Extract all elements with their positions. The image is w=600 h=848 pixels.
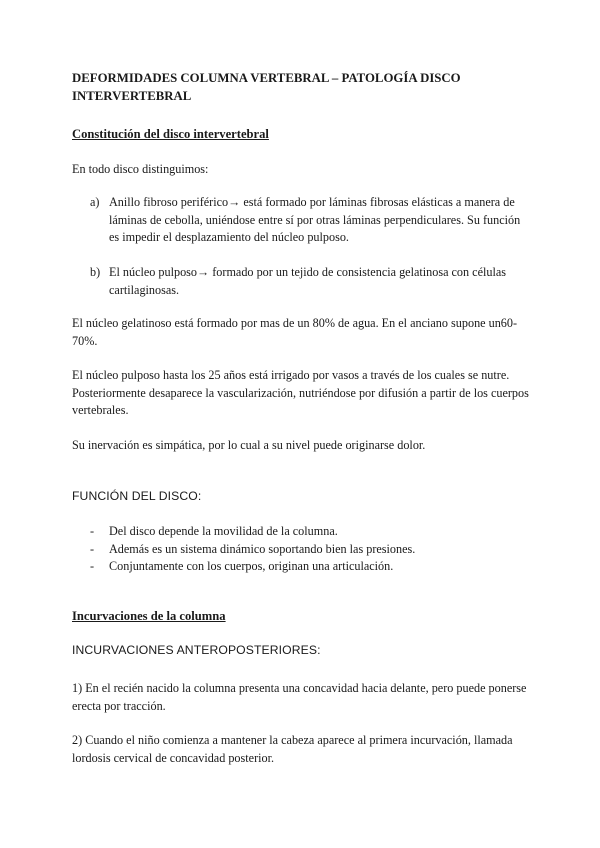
bullet-dash: -: [90, 524, 95, 538]
paragraph-recien-nacido: 1) En el recién nacido la columna presenta una concavidad hacia delante, pero puede ponerse erecta por tracción.: [72, 681, 527, 713]
paragraph-lordosis: 2) Cuando el niño comienza a mantener la cabeza aparece al primera incurvación, llamada lordosis cervical de concavidad posterior.: [72, 733, 513, 765]
list-marker: a): [90, 195, 100, 209]
incurvaciones-subheading: INCURVACIONES ANTEROPOSTERIORES:: [72, 643, 321, 657]
list-item-text: Además es un sistema dinámico soportando bien las presiones.: [109, 542, 416, 556]
funcion-heading: FUNCIÓN DEL DISCO:: [72, 489, 202, 503]
list-item-text: Anillo fibroso periférico→ está formado por láminas fibrosas elásticas a manera de láminas de cebolla, uniéndose entre sí por otras láminas perpendiculares. Su función es impedir el desplazamiento del núcleo pulposo.: [109, 195, 521, 244]
list-item-text: Del disco depende la movilidad de la columna.: [109, 524, 338, 538]
intro-paragraph: En todo disco distinguimos:: [72, 162, 209, 176]
bullet-dash: -: [90, 542, 95, 556]
bullet-dash: -: [90, 559, 95, 573]
document-title: DEFORMIDADES COLUMNA VERTEBRAL – PATOLOGÍA DISCO INTERVERTEBRAL: [72, 71, 461, 103]
list-item-text: El núcleo pulposo→ formado por un tejido de consistencia gelatinosa con células cartilaginosas.: [109, 265, 507, 297]
section-heading-constitucion: Constitución del disco intervertebral: [72, 127, 269, 141]
section-heading-incurvaciones: Incurvaciones de la columna: [72, 609, 226, 623]
paragraph-irrigacion: El núcleo pulposo hasta los 25 años está irrigado por vasos a través de los cuales se nutre. Posteriormente desaparece la vascularización, nutriéndose por difusión a partir de los cuerpos vertebrales.: [72, 368, 529, 417]
paragraph-agua: El núcleo gelatinoso está formado por mas de un 80% de agua. En el anciano supone un60- 70%.: [72, 316, 518, 348]
list-item-text: Conjuntamente con los cuerpos, originan una articulación.: [109, 559, 394, 573]
paragraph-inervacion: Su inervación es simpática, por lo cual a su nivel puede originarse dolor.: [72, 438, 426, 452]
list-marker: b): [90, 265, 101, 279]
